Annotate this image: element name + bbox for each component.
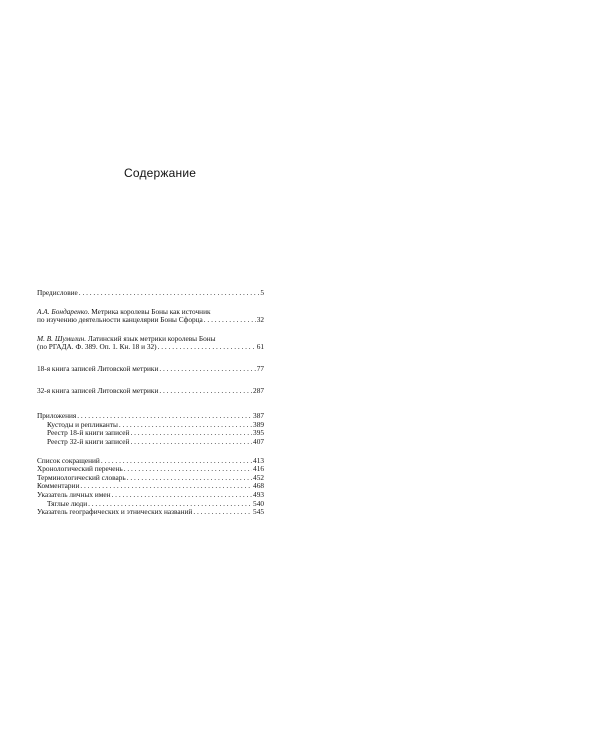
toc-entry-page: 389	[253, 419, 264, 429]
toc-entry-page: 61	[256, 342, 264, 352]
toc-entry-book32	[37, 387, 264, 396]
toc-entry-label: Список сокращений	[37, 455, 100, 465]
toc-entry-label: Реестр 18-й книги записей	[47, 428, 130, 438]
toc-entry-page: 468	[253, 481, 264, 491]
toc-entry-geo-index	[37, 508, 264, 517]
page-title: Содержание	[124, 166, 197, 180]
toc-entry-author: М. В. Шумилин.	[37, 333, 87, 343]
toc-entry-label: 32-я книга записей Литовской метрики	[37, 385, 159, 395]
toc-entry-page: 395	[253, 428, 264, 438]
dot-leader	[119, 421, 252, 430]
table-of-contents	[37, 289, 264, 517]
toc-entry-label: Кустоды и репликанты	[47, 419, 118, 429]
toc-entry-label: Указатель личных имен	[37, 489, 111, 499]
dot-leader	[159, 387, 252, 396]
toc-entry-page: 77	[256, 363, 264, 373]
dot-leader	[124, 465, 252, 474]
spacer	[37, 395, 264, 412]
toc-entry-label: Реестр 32-й книги записей	[47, 436, 130, 446]
dot-leader	[130, 429, 252, 438]
spacer	[37, 374, 264, 387]
toc-entry-author: А.А. Бондаренко.	[37, 306, 90, 316]
toc-entry-page: 32	[256, 315, 264, 325]
dot-leader	[158, 343, 256, 352]
toc-entry-label: Тяглые люди	[47, 498, 88, 508]
toc-entry-label: Приложения	[37, 411, 77, 421]
toc-entry-register32	[37, 438, 264, 447]
toc-entry-page: 5	[260, 288, 264, 297]
toc-entry-article2-line2	[37, 343, 264, 352]
toc-entry-label: по изучению деятельности канцелярии Боны Сфорца	[37, 315, 203, 325]
toc-entry-page: 493	[253, 489, 264, 499]
dot-leader	[112, 491, 253, 500]
dot-leader	[159, 365, 255, 374]
toc-entry-label: Комментарии	[37, 481, 80, 491]
toc-entry-label: Метрика королевы Боны как источник	[89, 306, 211, 316]
toc-entry-page: 413	[253, 455, 264, 465]
dot-leader	[79, 289, 260, 298]
toc-entry-page: 540	[253, 498, 264, 508]
dot-leader	[193, 508, 252, 517]
toc-entry-page: 416	[253, 464, 264, 474]
toc-entry-label: Предисловие	[37, 288, 78, 297]
dot-leader	[101, 457, 252, 466]
toc-entry-article1-line2	[37, 316, 264, 325]
dot-leader	[204, 316, 256, 325]
toc-entry-label: (по РГАДА. Ф. 389. Оп. 1. Кн. 18 и 32)	[37, 342, 157, 352]
dot-leader	[130, 438, 252, 447]
toc-entry-label: Терминологический словарь	[37, 472, 126, 482]
toc-entry-label: Хронологический перечень	[37, 464, 123, 474]
toc-entry-label: 18-я книга записей Литовской метрики	[37, 363, 159, 373]
toc-entry-book18	[37, 365, 264, 374]
toc-entry-page: 452	[253, 472, 264, 482]
toc-entry-preface	[37, 289, 264, 298]
toc-entry-label: Указатель географических и этнических названий	[37, 507, 193, 517]
toc-entry-label: Латинский язык метрики королевы Боны	[86, 333, 216, 343]
toc-entry-page: 407	[253, 436, 264, 446]
dot-leader	[127, 474, 252, 483]
toc-entry-page: 287	[253, 385, 264, 395]
toc-entry-page: 545	[253, 507, 264, 517]
toc-entry-page: 387	[253, 411, 264, 421]
